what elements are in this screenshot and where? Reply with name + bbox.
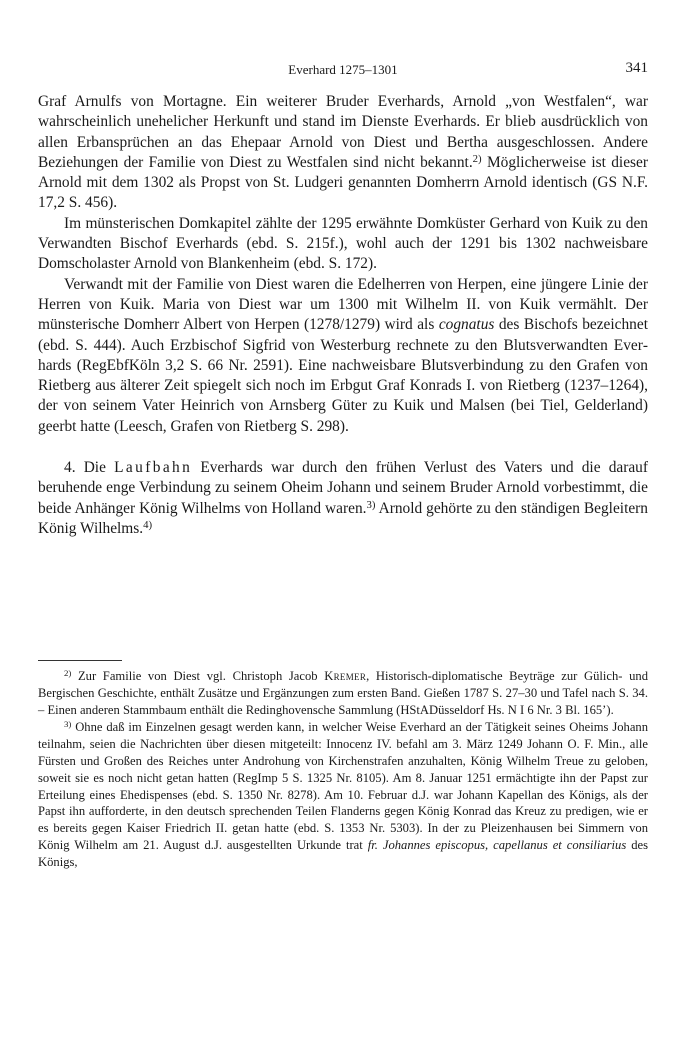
text-run: , Historisch-diplomatische Beyträge zur Gülich- und Bergischen Geschichte, enthält Zusätze und Ergänzungen zum ersten Band. Gießen 1787 S. 27–30 und Tafel nach S. 34. – Einen anderen Stammbaum enthält die Redinghovensche Sammlung (HStADüsseldorf Hs. N I 6 Nr. 3 Bl. 165’). [38, 669, 648, 717]
text-run: Everhards war durch den frühen Verlust des Vaters und die darauf beruhende enge Verbindung zu seinem Oheim Johann und seinem Bruder Arnold vorbestimmt, die beide Anhänger König Wilhelms von Holland waren. [38, 459, 648, 517]
paragraph-section-4 [38, 458, 648, 539]
paragraph-2: Im münsterischen Domkapitel zählte der 1295 erwähnte Domküster Gerhard von Kuik zu den Verwandten Bischof Everhards (ebd. S. 215f.), wohl auch der 1291 bis 1302 nachweisbare Domscholaster Arnold von Blankenheim (ebd. S. 172). [38, 214, 648, 273]
footnote-mark: 3) [64, 719, 72, 730]
author-name: Kremer [324, 669, 367, 683]
text-run: des Königs, [38, 837, 648, 869]
text-run: Ohne daß im Einzelnen gesagt werden kann, in welcher Weise Everhard an der Tätigkeit seines Oheims Johann teilnahm, seien die Nachrichten über diesen mitgeteilt: Innocenz IV. befahl am 3. März 1249 Johann O. F. Min., alle Fürsten und Großen des Reiches unter Androhung von Kirchenstrafen anzuhalten, König Wilhelm Treue zu geloben, soweit sie es noch nicht getan hatten (RegImp 5 S. 1325 Nr. 8105). Am 8. Januar 1251 ermächtigte ihn der Papst zur Erteilung eines Ehedispenses (ebd. S. 1350 Nr. 8278). Am 10. Februar d.J. war Johann Kapellan des Königs, als der Papst ihn aufforderte, in den deutsch sprechenden Teilen Flanderns gegen König Konrad das Kreuz zu predigen, wie er es bereits gegen Kaiser Friedrich II. getan hatte (ebd. S. 1353 Nr. 5303). In der zu Pleizenhausen bei Simmern von König Wilhelm am 21. August d.J. ausgestellten Urkunde trat [38, 720, 648, 852]
footnote-ref-3: 3) [366, 498, 376, 511]
running-title: Everhard 1275–1301 [288, 62, 398, 77]
text-run: Zur Familie von Diest vgl. Christoph Jacob [71, 669, 325, 683]
page-number: 341 [625, 60, 648, 76]
text-run: Graf Arnulfs von Mortagne. Ein weiterer Bruder Everhards, Arnold „von Westfalen“, war wahrscheinlich unehelicher Herkunft und stand im Dienste Everhards. Er blieb ausdrücklich von allen Erbansprüchen an das Ehepaar Arnold von Diest und Bertha ausgeschlossen. Andere Beziehungen der Familie von Diest zu Westfalen sind nicht bekannt. [38, 93, 648, 171]
main-text [38, 92, 648, 539]
footnote-2 [38, 668, 648, 718]
text-run: Arnold gehörte zu den ständigen Begleitern König Wilhelms. [38, 499, 648, 537]
spaced-heading-word: Laufbahn [114, 459, 193, 477]
footnote-ref-4: 4) [143, 519, 153, 532]
running-header [38, 62, 648, 82]
footnote-3 [38, 719, 648, 870]
paragraph-3 [38, 275, 648, 437]
text-run: Möglicherweise ist dieser Arnold mit dem 1302 als Propst von St. Ludgeri genannten Domherrn Arnold identisch (GS N.F. 17,2 S. 456). [38, 153, 648, 212]
italic-term: cognatus [438, 316, 495, 334]
footnotes [38, 668, 648, 871]
footnote-separator [38, 660, 122, 661]
paragraph-1 [38, 92, 648, 214]
footnote-ref-2: 2) [472, 153, 482, 166]
italic-quote: fr. Johannes episcopus, capellanus et consiliarius [367, 837, 627, 852]
footnote-mark: 2) [64, 668, 72, 679]
section-number: 4. Die [64, 459, 115, 477]
text-run: Verwandt mit der Familie von Diest waren die Edelherren von Herpen, eine jüngere Linie der Herren von Kuik. Maria von Diest war um 1300 mit Wilhelm II. von Kuik vermählt. Der münsterische Domherr Albert von Herpen (1278/1279) wird als [38, 275, 648, 334]
text-run: des Bischofs bezeichnet (ebd. S. 444). Auch Erzbischof Sigfrid von Westerburg rechnete zu den Blutsverwandten Everhards (RegEbfKöln 3,2 S. 66 Nr. 2591). Eine nachweisbare Blutsverbindung zu den Grafen von Rietberg aus älterer Zeit spiegelt sich noch im Erbgut Graf Konrads I. von Rietberg (1237–1264), der von seinem Vater Heinrich von Arnsberg Güter zu Kuik und Malsen (bei Tiel, Gelderland) geerbt hatte (Leesch, Grafen von Rietberg S. 298). [38, 316, 648, 435]
